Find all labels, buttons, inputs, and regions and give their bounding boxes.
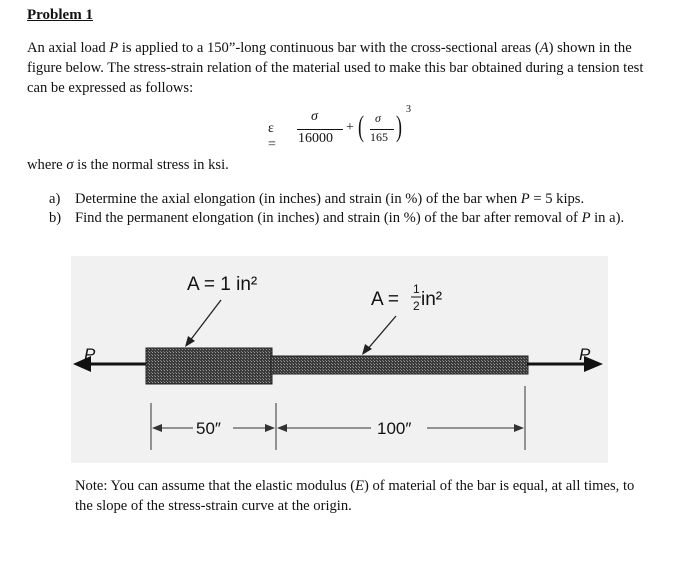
sigma-symbol: σ [66, 157, 74, 173]
where-line: where σ is the normal stress in ksi. [27, 157, 229, 173]
task-a-text: Determine the axial elongation (in inches) and strain (in %) of the bar when P = 5 kips. [75, 191, 585, 207]
dim-100-label: 100″ [377, 419, 412, 438]
intro-text-3: ) shown in the figure below. The stress-strain relation of the material used to make this bar obtained during a tension test can be expressed as follows: [27, 40, 644, 96]
load-label-right: P [579, 345, 591, 364]
fraction-bar-1 [297, 129, 343, 130]
task-b-text: Find the permanent elongation (in inches) and strain (in %) of the bar after removal of P in a). [75, 210, 625, 226]
bar-figure [71, 256, 608, 463]
area-label-2-suffix: in² [421, 289, 443, 310]
dim-50-label: 50″ [196, 419, 221, 438]
right-paren: ) [396, 110, 402, 143]
equation-numerator-2: σ [375, 111, 381, 125]
problem-heading: Problem 1 [27, 7, 93, 23]
intro-paragraph [27, 38, 657, 98]
thick-bar-segment [146, 348, 272, 384]
area-label-2-numerator: 1 [413, 282, 420, 296]
equation-numerator-1: σ [311, 109, 318, 124]
equation-plus: + [346, 120, 354, 135]
task-a-marker: a) [49, 191, 61, 207]
load-label-left: P [84, 345, 96, 364]
area-label-2-prefix: A = [371, 289, 399, 310]
note-paragraph: Note: You can assume that the elastic modulus (E) of material of the bar is equal, at all times, to the slope of the stress-strain curve at the origin. [75, 478, 635, 514]
modulus-symbol: E [355, 478, 364, 494]
equation-lhs: ε = [268, 121, 276, 152]
intro-load-symbol: P [109, 40, 119, 56]
equation-exponent: 3 [406, 104, 411, 115]
intro-text-2: is applied to a 150”-long continuous bar with the cross-sectional areas ( [118, 40, 540, 56]
intro-text-1: An axial load [27, 40, 110, 56]
task-b-marker: b) [49, 210, 62, 226]
equation-denominator-2: 165 [370, 130, 388, 144]
intro-area-symbol: A [539, 40, 549, 56]
area-label-1: A = 1 in² [187, 274, 258, 295]
left-paren: ( [358, 110, 364, 143]
area-label-2-denominator: 2 [413, 299, 420, 313]
thin-bar-segment [271, 356, 528, 374]
bar-diagram [71, 256, 608, 463]
equation-denominator-1: 16000 [298, 131, 333, 146]
